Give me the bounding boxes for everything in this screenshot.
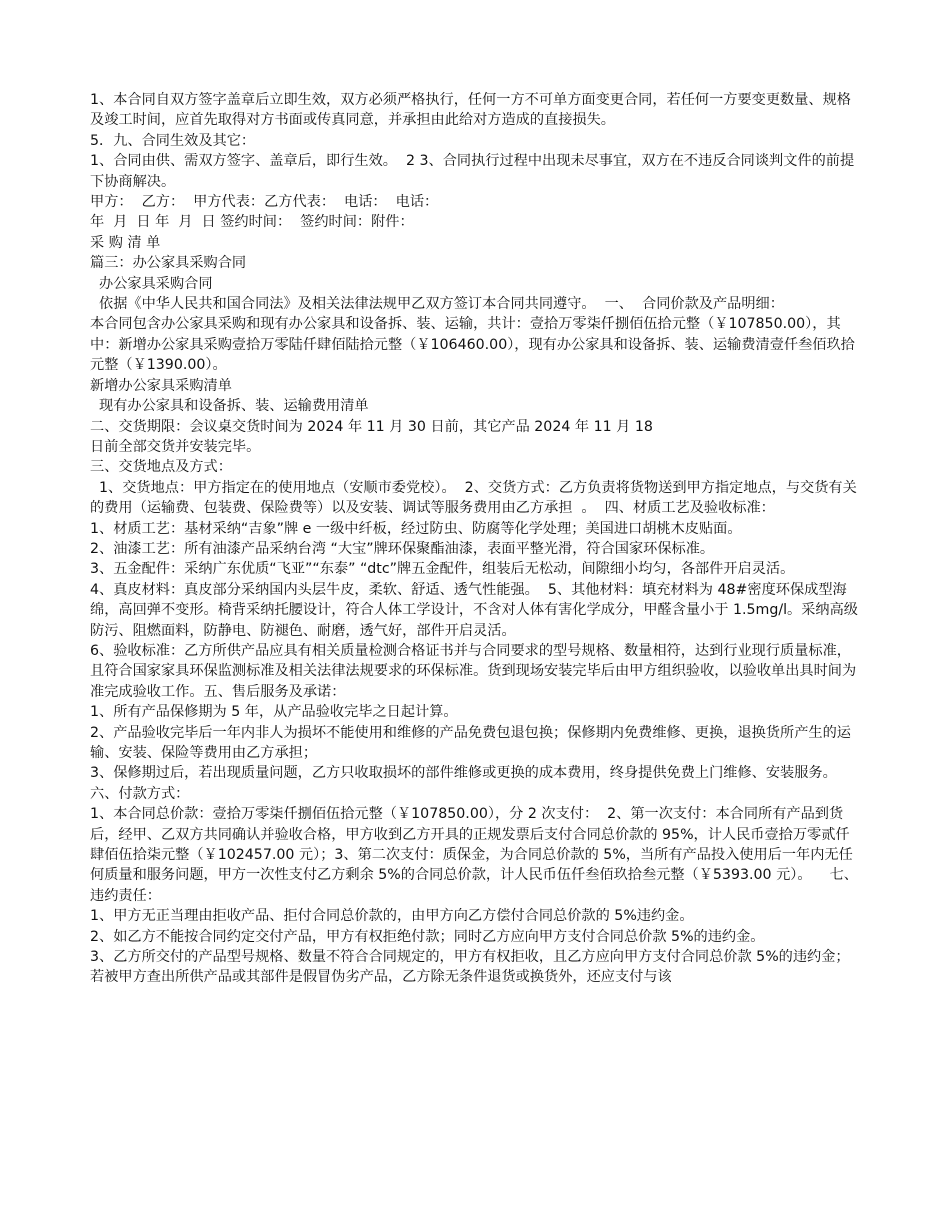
appendix-title: 采 购 清 单 [90,234,161,251]
paragraph: 1、合同由供、需双方签字、盖章后，即行生效。 2 3、合同执行过程中出现未尽事宜，双方在不违反合同谈判文件的前提下协商解决。 [90,153,855,190]
section-heading: 5．九、合同生效及其它： [90,132,256,149]
paragraph: 3、保修期过后，若出现质量问题，乙方只收取损坏的部件维修或更换的成本费用，终身提供免费上门维修、安装服务。 六、付款方式： [90,765,855,802]
paragraph: 1、甲方无正当理由拒收产品、拒付合同总价款的，由甲方向乙方偿付合同总价款的 5%违约金。 [90,908,694,925]
paragraph: 二、交货期限：会议桌交货时间为 2024 年 11 月 30 日前，其它产品 2024 年 11 月 18 [90,418,653,435]
chapter-heading: 篇三：办公家具采购合同 [90,255,247,272]
section-heading: 三、交货地点及方式： [90,459,232,476]
paragraph: 2、如乙方不能按合同约定交付产品，甲方有权拒绝付款；同时乙方应向甲方支付合同总价款 5%的违约金。 [90,928,765,945]
paragraph: 3、五金配件：采纳广东优质“飞亚”“东泰” “dtc”牌五金配件，组装后无松动，间隙细小均匀，各部件开启灵活。 [90,561,795,578]
paragraph: 本合同包含办公家具采购和现有办公家具和设备拆、装、运输，共计：壹拾万零柒仟捌佰伍拾元整（￥107850.00），其中：新增办公家具采购壹拾万零陆仟肆佰陆拾元整（￥106460.00），现有办公家具和设备拆、装、运输费清壹仟叁佰玖拾元整（￥1390.00）。 [90,316,855,374]
list-title: 新增办公家具采购清单 [90,377,232,394]
paragraph: 1、交货地点：甲方指定在的使用地点（安顺市委党校）。 2、交货方式：乙方负责将货物送到甲方指定地点，与交货有关的费用（运输费、包装费、保险费等）以及安装、调试等服务费用由乙方承担 。 四、材质工艺及验收标准： [90,479,857,517]
contract-title: 办公家具采购合同 [90,275,213,292]
signature-parties-line: 甲方： 乙方： 甲方代表：乙方代表： 电话： 电话： [90,194,439,211]
paragraph: 1、材质工艺：基材采纳“吉象”牌 e 一级中纤板，经过防虫、防腐等化学处理；美国进口胡桃木皮贴面。 [90,520,742,537]
paragraph: 日前全部交货并安装完毕。 [90,438,261,455]
paragraph: 1、所有产品保修期为 5 年，从产品验收完毕之日起计算。 [90,704,458,721]
paragraph: 2、油漆工艺：所有油漆产品采纳台湾 “大宝”牌环保聚酯油漆，表面平整光滑，符合国家环保标准。 [90,540,715,557]
paragraph: 4、真皮材料：真皮部分采纳国内头层牛皮，柔软、舒适、透气性能强。 5、其他材料：填充材料为 48#密度环保成型海绵，高回弹不变形。椅背采纳托腰设计，符合人体工学设计，不含对人体有害化学成分，甲醛含量小于 1.5mg/l。采纳高级防污、阻燃面料，防静电、防褪色、耐磨，透气好，部件开启灵活。 [90,581,858,639]
paragraph: 2、产品验收完毕后一年内非人为损坏不能使用和维修的产品免费包退包换；保修期内免费维修、更换，退换货所产生的运输、安装、保险等费用由乙方承担； [90,724,851,761]
paragraph: 依据《中华人民共和国合同法》及相关法律法规甲乙双方签订本合同共同遵守。 一、 合同价款及产品明细： [90,296,784,313]
paragraph: 3、乙方所交付的产品型号规格、数量不符合合同规定的，甲方有权拒收，且乙方应向甲方支付合同总价款 5%的违约金；若被甲方查出所供产品或其部件是假冒伪劣产品，乙方除无条件退货或换货外，还应支付与该 [90,949,850,986]
paragraph: 1、本合同自双方签字盖章后立即生效，双方必须严格执行，任何一方不可单方面变更合同，若任何一方要变更数量、规格及竣工时间，应首先取得对方书面或传真同意，并承担由此给对方造成的直接损失。 [90,92,851,129]
list-title: 现有办公家具和设备拆、装、运输费用清单 [90,398,369,415]
paragraph: 6、验收标准：乙方所供产品应具有相关质量检测合格证书并与合同要求的型号规格、数量相符，达到行业现行质量标准，且符合国家家具环保监测标准及相关法律法规要求的环保标准。货到现场安装完毕后由甲方组织验收，以验收单出具时间为准完成验收工作。五、售后服务及承诺： [90,642,857,700]
document-body [90,90,860,988]
paragraph: 1、本合同总价款：壹拾万零柒仟捌佰伍拾元整（￥107850.00），分 2 次支付： 2、第一次支付：本合同所有产品到货后，经甲、乙双方共同确认并验收合格，甲方收到乙方开具的正规发票后支付合同总价款的 95%，计人民币壹拾万零贰仟肆佰伍拾柒元整（￥102457.00 元）；3、第二次支付：质保金，为合同总价款的 5%，当所有产品投入使用后一年内无任何质量和服务问题，甲方一次性支付乙方剩余 5%的合同总价款，计人民币伍仟叁佰玖拾叁元整（￥5393.00 元）。 七、违约责任： [90,806,858,904]
signature-date-line: 年 月 日 年 月 日 签约时间： 签约时间：附件： [90,214,414,231]
